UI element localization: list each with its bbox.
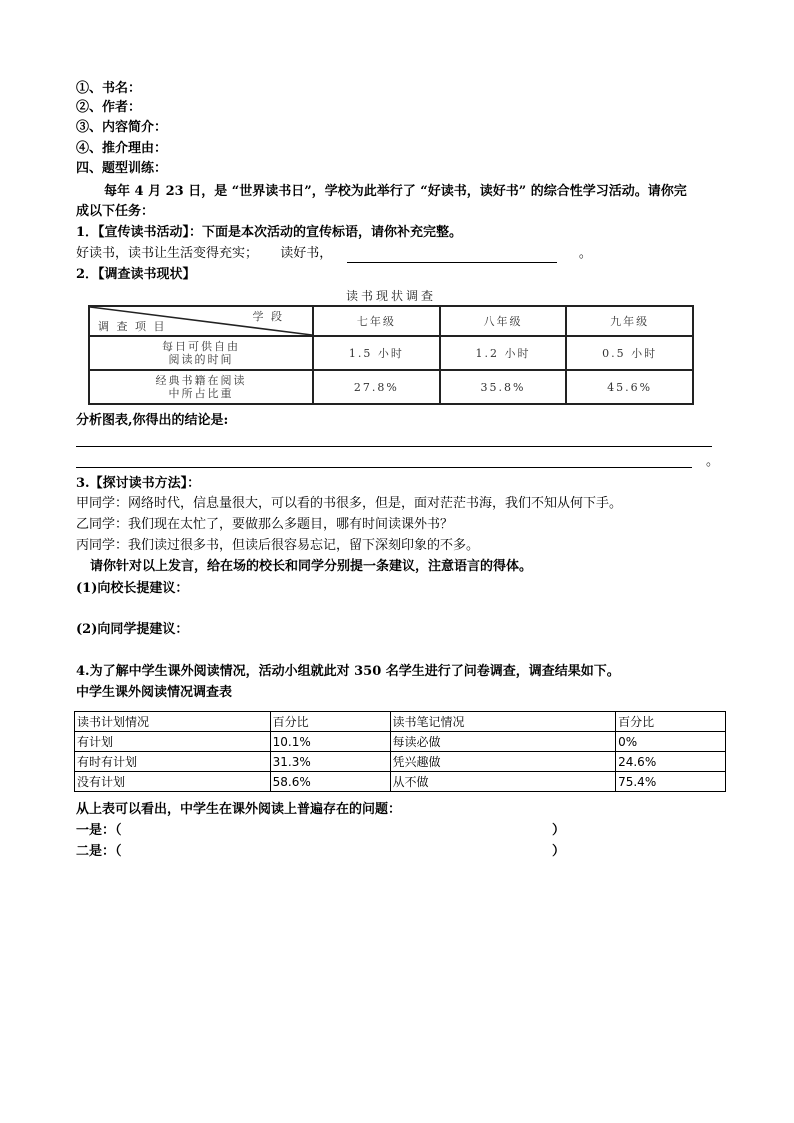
student-statement-yi: 乙同学：我们现在太忙了，要做那么多题目，哪有时间读课外书？ [76,517,454,532]
corner-label-item: 调 查 项 目 [98,320,167,333]
task4-heading: 4.为了解中学生课外阅读情况，活动小组就此对 350 名学生进行了问卷调查，调查结果如下。 [76,664,620,679]
table-cell: 从不做 [390,772,616,792]
grade-header: 八年级 [440,306,567,336]
reading-status-survey-image [88,287,694,405]
student-statement-jia: 甲同学：网络时代，信息量很大，可以看的书很多，但是，面对茫茫书海，我们不知从何下手。 [76,496,623,511]
problem-one-close: ） [552,823,566,838]
column-header: 读书笔记情况 [390,712,616,732]
table-cell: 有计划 [75,732,271,752]
table-cell: 58.6% [270,772,390,792]
reading-survey-table [74,711,726,792]
column-header: 读书计划情况 [75,712,271,732]
problem-two-open: 二是：（ [76,844,122,859]
diagonal-header-cell [89,306,313,336]
intro-paragraph-line2: 成以下任务： [76,204,155,219]
answer-line[interactable] [76,446,712,447]
table-cell: 1.2 小时 [440,336,567,370]
table-row [75,732,726,752]
table-cell: 31.3% [270,752,390,772]
task1-heading: 1．【宣传读书活动】：下面是本次活动的宣传标语，请你补充完整。 [76,225,463,240]
slogan-answer-blank[interactable] [347,248,557,263]
intro-paragraph-line1: 每年 4 月 23 日，是 “世界读书日”，学校为此举行了 “好读书，读好书” 的综合性学习活动。请你完 [104,184,687,199]
answer-end-mark: 。 [706,454,720,469]
table-cell: 75.4% [616,772,726,792]
slogan-second-start: 读好书， [280,246,333,261]
book-summary-field: ③、内容简介： [76,120,168,135]
table-cell: 有时有计划 [75,752,271,772]
task1-slogan [76,244,592,263]
table-cell: 45.6% [566,370,693,404]
problem-one-open: 一是：（ [76,823,122,838]
table-row [75,752,726,772]
suggestion-to-principal: (1)向校长提建议： [76,581,189,596]
table-cell: 24.6% [616,752,726,772]
table-cell: 35.8% [440,370,567,404]
student-statement-bing: 丙同学：我们读过很多书，但读后很容易忘记，留下深刻印象的不多。 [76,538,480,553]
table-row [75,772,726,792]
grade-header: 九年级 [566,306,693,336]
survey-image-table [88,305,694,405]
grade-header: 七年级 [313,306,440,336]
table-cell: 每读必做 [390,732,616,752]
problem-two-close: ） [552,844,566,859]
row-label-free-reading-time: 每日可供自由 阅读的时间 [89,336,313,370]
conclusion-prompt: 从上表可以看出，中学生在课外阅读上普遍存在的问题： [76,802,402,817]
book-author-field: ②、作者： [76,100,142,115]
book-reason-field: ④、推介理由： [76,141,168,156]
table-cell: 0% [616,732,726,752]
task3-heading: 3.【探讨读书方法】： [76,476,201,491]
corner-label-grade: 学 段 [252,310,284,323]
column-header: 百分比 [616,712,726,732]
table-cell: 0.5 小时 [566,336,693,370]
suggestion-to-classmates: (2)向同学提建议： [76,622,189,637]
slogan-end-mark: 。 [578,246,592,261]
analysis-prompt: 分析图表,你得出的结论是: [76,413,229,428]
table-cell: 27.8% [313,370,440,404]
column-header: 百分比 [270,712,390,732]
task2-heading: 2．【调查读书现状】 [76,267,196,282]
table-cell: 1.5 小时 [313,336,440,370]
table-cell: 凭兴趣做 [390,752,616,772]
section-title: 四、题型训练： [76,161,168,176]
book-title-field: ①、书名： [76,81,142,96]
task3-instruction: 请你针对以上发言，给在场的校长和同学分别提一条建议，注意语言的得体。 [90,559,533,574]
slogan-first-half: 好读书，读书让生活变得充实； [76,246,259,261]
table-cell: 10.1% [270,732,390,752]
table-cell: 没有计划 [75,772,271,792]
answer-line[interactable] [76,467,692,468]
survey-image-title: 读书现状调查 [345,289,436,303]
table-header-row [75,712,726,732]
row-label-classic-book-ratio: 经典书籍在阅读 中所占比重 [89,370,313,404]
survey-table-title: 中学生课外阅读情况调查表 [76,685,233,700]
